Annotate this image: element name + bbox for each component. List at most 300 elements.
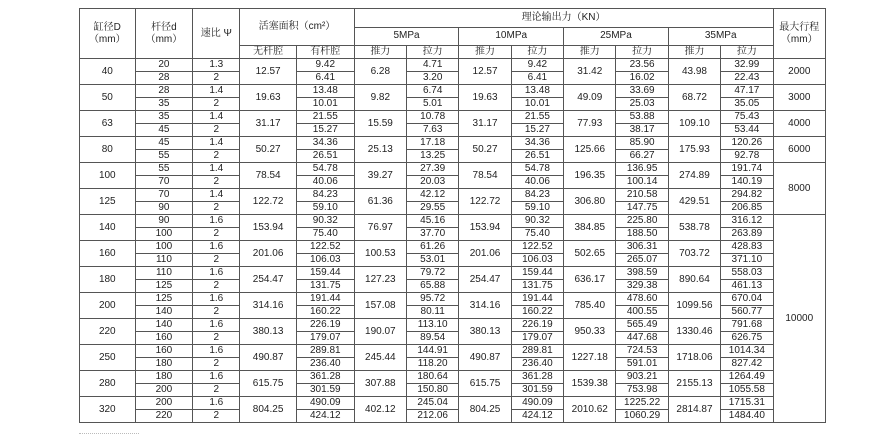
cell-push: 19.63 xyxy=(459,85,511,111)
cell-stroke: 2000 xyxy=(773,59,825,85)
cell-pull: 428.83 xyxy=(721,241,773,254)
cell-pull: 61.26 xyxy=(407,241,459,254)
cell-area-rod: 106.03 xyxy=(296,254,354,267)
cell-pull: 724.53 xyxy=(616,345,668,358)
cell-push: 274.89 xyxy=(668,163,720,189)
cell-pull: 92.78 xyxy=(721,150,773,163)
cell-pull: 85.90 xyxy=(616,137,668,150)
cell-area-rod: 21.55 xyxy=(296,111,354,124)
cell-ratio: 2 xyxy=(193,202,240,215)
cell-push: 703.72 xyxy=(668,241,720,267)
cell-pull: 1264.49 xyxy=(721,371,773,384)
cell-ratio: 2 xyxy=(193,384,240,397)
cell-push: 380.13 xyxy=(459,319,511,345)
cell-stroke: 10000 xyxy=(773,215,825,423)
cell-area-rod: 75.40 xyxy=(296,228,354,241)
cell-push: 68.72 xyxy=(668,85,720,111)
cell-bore: 40 xyxy=(80,59,136,85)
cell-pull: 144.91 xyxy=(407,345,459,358)
table-row xyxy=(80,189,826,202)
cell-rod: 70 xyxy=(135,176,193,189)
cell-pull: 25.03 xyxy=(616,98,668,111)
cell-push: 502.65 xyxy=(564,241,616,267)
cell-pull: 23.56 xyxy=(616,59,668,72)
cell-area-rod: 490.09 xyxy=(296,397,354,410)
header-rod: 杆径d（mm） xyxy=(135,9,193,59)
cell-ratio: 1.4 xyxy=(193,137,240,150)
header-stroke: 最大行程（mm） xyxy=(773,9,825,59)
cell-rod: 180 xyxy=(135,358,193,371)
cell-stroke: 8000 xyxy=(773,163,825,215)
cell-rod: 35 xyxy=(135,98,193,111)
cell-pull: 45.16 xyxy=(407,215,459,228)
cell-pull: 289.81 xyxy=(511,345,563,358)
cell-pull: 1055.58 xyxy=(721,384,773,397)
cell-push: 2010.62 xyxy=(564,397,616,423)
cell-area-no-rod: 201.06 xyxy=(240,241,297,267)
cell-pull: 147.75 xyxy=(616,202,668,215)
cell-area-no-rod: 12.57 xyxy=(240,59,297,85)
cell-pull: 560.77 xyxy=(721,306,773,319)
cell-rod: 20 xyxy=(135,59,193,72)
cell-push: 78.54 xyxy=(459,163,511,189)
cell-bore: 200 xyxy=(80,293,136,319)
cell-pull: 670.04 xyxy=(721,293,773,306)
table-row xyxy=(80,397,826,410)
cell-bore: 180 xyxy=(80,267,136,293)
cell-push: 61.36 xyxy=(354,189,406,215)
table-row xyxy=(80,267,826,280)
cell-pull: 371.10 xyxy=(721,254,773,267)
cell-pull: 66.27 xyxy=(616,150,668,163)
cell-rod: 90 xyxy=(135,215,193,228)
cell-area-rod: 6.41 xyxy=(296,72,354,85)
cell-rod: 110 xyxy=(135,267,193,280)
cell-push: 307.88 xyxy=(354,371,406,397)
cell-ratio: 2 xyxy=(193,124,240,137)
cell-bore: 80 xyxy=(80,137,136,163)
cell-pull: 591.01 xyxy=(616,358,668,371)
cell-push: 12.57 xyxy=(459,59,511,85)
cell-pull: 565.49 xyxy=(616,319,668,332)
cell-pull: 47.17 xyxy=(721,85,773,98)
table-row xyxy=(80,319,826,332)
cell-pull: 188.50 xyxy=(616,228,668,241)
cell-area-no-rod: 122.72 xyxy=(240,189,297,215)
cell-pull: 59.10 xyxy=(511,202,563,215)
cell-pull: 84.23 xyxy=(511,189,563,202)
table-row xyxy=(80,215,826,228)
cell-pull: 461.13 xyxy=(721,280,773,293)
header-area-no-rod: 无杆腔 xyxy=(240,46,297,59)
cell-area-rod: 122.52 xyxy=(296,241,354,254)
cell-push: 490.87 xyxy=(459,345,511,371)
cell-pull: 4.71 xyxy=(407,59,459,72)
cell-pull: 16.02 xyxy=(616,72,668,85)
cell-push: 127.23 xyxy=(354,267,406,293)
cell-push: 157.08 xyxy=(354,293,406,319)
cell-pull: 263.89 xyxy=(721,228,773,241)
cell-push: 122.72 xyxy=(459,189,511,215)
cell-area-rod: 131.75 xyxy=(296,280,354,293)
cell-ratio: 1.6 xyxy=(193,397,240,410)
cell-ratio: 1.6 xyxy=(193,215,240,228)
cell-pull: 13.48 xyxy=(511,85,563,98)
cell-ratio: 1.4 xyxy=(193,189,240,202)
cell-area-rod: 54.78 xyxy=(296,163,354,176)
cell-pull: 37.70 xyxy=(407,228,459,241)
cell-push: 1539.38 xyxy=(564,371,616,397)
cell-area-rod: 159.44 xyxy=(296,267,354,280)
cell-pull: 38.17 xyxy=(616,124,668,137)
cell-area-no-rod: 615.75 xyxy=(240,371,297,397)
cell-push: 429.51 xyxy=(668,189,720,215)
cell-push: 49.09 xyxy=(564,85,616,111)
header-area-rod: 有杆腔 xyxy=(296,46,354,59)
cell-pull: 79.72 xyxy=(407,267,459,280)
cell-pull: 424.12 xyxy=(511,410,563,423)
cell-stroke: 3000 xyxy=(773,85,825,111)
header-pressure: 5MPa xyxy=(354,27,459,46)
cell-pull: 120.26 xyxy=(721,137,773,150)
cell-bore: 280 xyxy=(80,371,136,397)
header-push: 推力 xyxy=(354,46,406,59)
cell-pull: 210.58 xyxy=(616,189,668,202)
cell-pull: 159.44 xyxy=(511,267,563,280)
cell-push: 636.17 xyxy=(564,267,616,293)
header-pressure: 25MPa xyxy=(564,27,669,46)
cell-area-no-rod: 153.94 xyxy=(240,215,297,241)
cell-ratio: 2 xyxy=(193,358,240,371)
header-pull: 拉力 xyxy=(511,46,563,59)
cell-push: 615.75 xyxy=(459,371,511,397)
cell-push: 2155.13 xyxy=(668,371,720,397)
table-row xyxy=(80,241,826,254)
cell-pull: 191.44 xyxy=(511,293,563,306)
cell-pull: 447.68 xyxy=(616,332,668,345)
cell-pull: 1715.31 xyxy=(721,397,773,410)
cell-push: 1718.06 xyxy=(668,345,720,371)
cell-pull: 827.42 xyxy=(721,358,773,371)
cell-push: 245.44 xyxy=(354,345,406,371)
cell-ratio: 2 xyxy=(193,254,240,267)
cell-pull: 113.10 xyxy=(407,319,459,332)
cell-pull: 100.14 xyxy=(616,176,668,189)
cell-pull: 136.95 xyxy=(616,163,668,176)
cell-rod: 140 xyxy=(135,319,193,332)
header-push: 推力 xyxy=(668,46,720,59)
header-area: 活塞面积（cm²） xyxy=(240,9,354,46)
header-pressure: 35MPa xyxy=(668,27,773,46)
cell-push: 1227.18 xyxy=(564,345,616,371)
cell-ratio: 2 xyxy=(193,280,240,293)
cell-push: 196.35 xyxy=(564,163,616,189)
cell-pull: 212.06 xyxy=(407,410,459,423)
table-row xyxy=(80,345,826,358)
cell-area-rod: 15.27 xyxy=(296,124,354,137)
cell-ratio: 1.6 xyxy=(193,241,240,254)
cell-ratio: 2 xyxy=(193,306,240,319)
cell-rod: 180 xyxy=(135,371,193,384)
cell-rod: 160 xyxy=(135,345,193,358)
cell-push: 890.64 xyxy=(668,267,720,293)
cell-area-no-rod: 31.17 xyxy=(240,111,297,137)
cell-pull: 42.12 xyxy=(407,189,459,202)
header-pull: 拉力 xyxy=(407,46,459,59)
cell-area-rod: 226.19 xyxy=(296,319,354,332)
cell-area-no-rod: 314.16 xyxy=(240,293,297,319)
cell-area-rod: 160.22 xyxy=(296,306,354,319)
cell-pull: 3.20 xyxy=(407,72,459,85)
cell-pull: 53.44 xyxy=(721,124,773,137)
cell-push: 125.66 xyxy=(564,137,616,163)
cell-push: 402.12 xyxy=(354,397,406,423)
cell-push: 314.16 xyxy=(459,293,511,319)
table-body xyxy=(80,59,826,423)
cell-pull: 478.60 xyxy=(616,293,668,306)
cell-rod: 45 xyxy=(135,124,193,137)
cell-push: 2814.87 xyxy=(668,397,720,423)
cell-pull: 180.64 xyxy=(407,371,459,384)
cell-pull: 95.72 xyxy=(407,293,459,306)
cell-area-no-rod: 804.25 xyxy=(240,397,297,423)
cell-ratio: 2 xyxy=(193,98,240,111)
cell-ratio: 2 xyxy=(193,176,240,189)
cell-area-no-rod: 380.13 xyxy=(240,319,297,345)
cell-rod: 55 xyxy=(135,163,193,176)
cell-pull: 206.85 xyxy=(721,202,773,215)
cell-pull: 6.74 xyxy=(407,85,459,98)
cell-ratio: 1.4 xyxy=(193,85,240,98)
cell-rod: 125 xyxy=(135,293,193,306)
cell-ratio: 1.3 xyxy=(193,59,240,72)
cell-pull: 140.19 xyxy=(721,176,773,189)
cell-area-rod: 301.59 xyxy=(296,384,354,397)
cell-push: 43.98 xyxy=(668,59,720,85)
header-pull: 拉力 xyxy=(721,46,773,59)
cell-pull: 15.27 xyxy=(511,124,563,137)
cell-rod: 28 xyxy=(135,72,193,85)
cell-area-rod: 191.44 xyxy=(296,293,354,306)
cell-ratio: 1.6 xyxy=(193,371,240,384)
cell-ratio: 1.4 xyxy=(193,163,240,176)
cell-area-rod: 361.28 xyxy=(296,371,354,384)
header-ratio: 速比 Ψ xyxy=(193,9,240,59)
cell-area-rod: 34.36 xyxy=(296,137,354,150)
cell-push: 50.27 xyxy=(459,137,511,163)
table-row xyxy=(80,293,826,306)
cell-push: 31.17 xyxy=(459,111,511,137)
cell-pull: 122.52 xyxy=(511,241,563,254)
table-row xyxy=(80,59,826,72)
cell-rod: 55 xyxy=(135,150,193,163)
cell-pull: 34.36 xyxy=(511,137,563,150)
header-push: 推力 xyxy=(459,46,511,59)
cell-bore: 100 xyxy=(80,163,136,189)
cell-ratio: 2 xyxy=(193,332,240,345)
cell-rod: 45 xyxy=(135,137,193,150)
cell-ratio: 1.6 xyxy=(193,267,240,280)
cell-pull: 1484.40 xyxy=(721,410,773,423)
cell-bore: 320 xyxy=(80,397,136,423)
cell-pull: 27.39 xyxy=(407,163,459,176)
cell-pull: 398.59 xyxy=(616,267,668,280)
cell-bore: 250 xyxy=(80,345,136,371)
cell-rod: 35 xyxy=(135,111,193,124)
cell-area-no-rod: 19.63 xyxy=(240,85,297,111)
cell-push: 190.07 xyxy=(354,319,406,345)
cell-pull: 191.74 xyxy=(721,163,773,176)
cell-bore: 63 xyxy=(80,111,136,137)
cell-ratio: 1.4 xyxy=(193,111,240,124)
cell-rod: 125 xyxy=(135,280,193,293)
cell-rod: 110 xyxy=(135,254,193,267)
cell-pull: 32.99 xyxy=(721,59,773,72)
cell-pull: 5.01 xyxy=(407,98,459,111)
cell-pull: 10.78 xyxy=(407,111,459,124)
cell-area-rod: 424.12 xyxy=(296,410,354,423)
cell-rod: 90 xyxy=(135,202,193,215)
header-force: 理论输出力（KN） xyxy=(354,9,773,28)
cell-push: 39.27 xyxy=(354,163,406,189)
cell-area-rod: 179.07 xyxy=(296,332,354,345)
cell-pull: 131.75 xyxy=(511,280,563,293)
cell-pull: 400.55 xyxy=(616,306,668,319)
table-row xyxy=(80,85,826,98)
cell-pull: 225.80 xyxy=(616,215,668,228)
cell-pull: 558.03 xyxy=(721,267,773,280)
cell-pull: 53.88 xyxy=(616,111,668,124)
table-row xyxy=(80,163,826,176)
cell-pull: 1060.29 xyxy=(616,410,668,423)
cell-pull: 361.28 xyxy=(511,371,563,384)
cell-rod: 220 xyxy=(135,410,193,423)
cell-push: 76.97 xyxy=(354,215,406,241)
cell-area-rod: 10.01 xyxy=(296,98,354,111)
cell-pull: 1014.34 xyxy=(721,345,773,358)
cell-pull: 245.04 xyxy=(407,397,459,410)
cell-push: 950.33 xyxy=(564,319,616,345)
cell-bore: 50 xyxy=(80,85,136,111)
cell-area-rod: 236.40 xyxy=(296,358,354,371)
cell-rod: 28 xyxy=(135,85,193,98)
cell-area-rod: 13.48 xyxy=(296,85,354,98)
cell-rod: 100 xyxy=(135,241,193,254)
cell-ratio: 2 xyxy=(193,72,240,85)
cell-pull: 75.43 xyxy=(721,111,773,124)
cell-push: 306.80 xyxy=(564,189,616,215)
cell-push: 100.53 xyxy=(354,241,406,267)
cell-push: 6.28 xyxy=(354,59,406,85)
cell-ratio: 2 xyxy=(193,410,240,423)
cell-pull: 7.63 xyxy=(407,124,459,137)
cell-pull: 40.06 xyxy=(511,176,563,189)
cell-ratio: 1.6 xyxy=(193,293,240,306)
cell-push: 109.10 xyxy=(668,111,720,137)
cell-pull: 54.78 xyxy=(511,163,563,176)
cell-bore: 140 xyxy=(80,215,136,241)
cell-pull: 21.55 xyxy=(511,111,563,124)
cell-pull: 118.20 xyxy=(407,358,459,371)
cell-rod: 140 xyxy=(135,306,193,319)
cell-pull: 903.21 xyxy=(616,371,668,384)
cell-area-rod: 90.32 xyxy=(296,215,354,228)
cell-pull: 316.12 xyxy=(721,215,773,228)
table-row xyxy=(80,371,826,384)
cell-pull: 106.03 xyxy=(511,254,563,267)
cell-rod: 160 xyxy=(135,332,193,345)
cell-rod: 200 xyxy=(135,384,193,397)
cell-push: 201.06 xyxy=(459,241,511,267)
cell-pull: 90.32 xyxy=(511,215,563,228)
cell-pull: 17.18 xyxy=(407,137,459,150)
cell-pull: 753.98 xyxy=(616,384,668,397)
cell-pull: 9.42 xyxy=(511,59,563,72)
spec-table-wrapper xyxy=(79,8,826,423)
cell-ratio: 2 xyxy=(193,228,240,241)
cell-pull: 265.07 xyxy=(616,254,668,267)
cell-bore: 160 xyxy=(80,241,136,267)
cell-push: 254.47 xyxy=(459,267,511,293)
cell-pull: 65.88 xyxy=(407,280,459,293)
cell-push: 77.93 xyxy=(564,111,616,137)
cell-bore: 125 xyxy=(80,189,136,215)
cell-pull: 179.07 xyxy=(511,332,563,345)
cell-pull: 53.01 xyxy=(407,254,459,267)
cell-pull: 35.05 xyxy=(721,98,773,111)
table-row xyxy=(80,137,826,150)
cell-pull: 301.59 xyxy=(511,384,563,397)
cell-push: 804.25 xyxy=(459,397,511,423)
cell-push: 785.40 xyxy=(564,293,616,319)
cell-area-rod: 289.81 xyxy=(296,345,354,358)
cell-bore: 220 xyxy=(80,319,136,345)
cell-pull: 80.11 xyxy=(407,306,459,319)
cell-push: 1099.56 xyxy=(668,293,720,319)
cell-rod: 70 xyxy=(135,189,193,202)
cell-push: 9.82 xyxy=(354,85,406,111)
cell-pull: 20.03 xyxy=(407,176,459,189)
cell-rod: 200 xyxy=(135,397,193,410)
cell-pull: 329.38 xyxy=(616,280,668,293)
cell-area-no-rod: 50.27 xyxy=(240,137,297,163)
cell-pull: 29.55 xyxy=(407,202,459,215)
cell-pull: 33.69 xyxy=(616,85,668,98)
cell-pull: 89.54 xyxy=(407,332,459,345)
cell-pull: 75.40 xyxy=(511,228,563,241)
cell-pull: 160.22 xyxy=(511,306,563,319)
cylinder-spec-table xyxy=(79,8,826,423)
cell-area-no-rod: 254.47 xyxy=(240,267,297,293)
cell-pull: 294.82 xyxy=(721,189,773,202)
cell-stroke: 6000 xyxy=(773,137,825,163)
cell-pull: 226.19 xyxy=(511,319,563,332)
cell-pull: 6.41 xyxy=(511,72,563,85)
table-row xyxy=(80,111,826,124)
cell-pull: 13.25 xyxy=(407,150,459,163)
cell-push: 538.78 xyxy=(668,215,720,241)
cell-rod: 100 xyxy=(135,228,193,241)
cell-pull: 306.31 xyxy=(616,241,668,254)
cell-pull: 1225.22 xyxy=(616,397,668,410)
cell-area-rod: 40.06 xyxy=(296,176,354,189)
cell-pull: 150.80 xyxy=(407,384,459,397)
header-pull: 拉力 xyxy=(616,46,668,59)
cell-area-rod: 9.42 xyxy=(296,59,354,72)
cell-area-rod: 26.51 xyxy=(296,150,354,163)
cell-stroke: 4000 xyxy=(773,111,825,137)
cell-ratio: 1.6 xyxy=(193,319,240,332)
